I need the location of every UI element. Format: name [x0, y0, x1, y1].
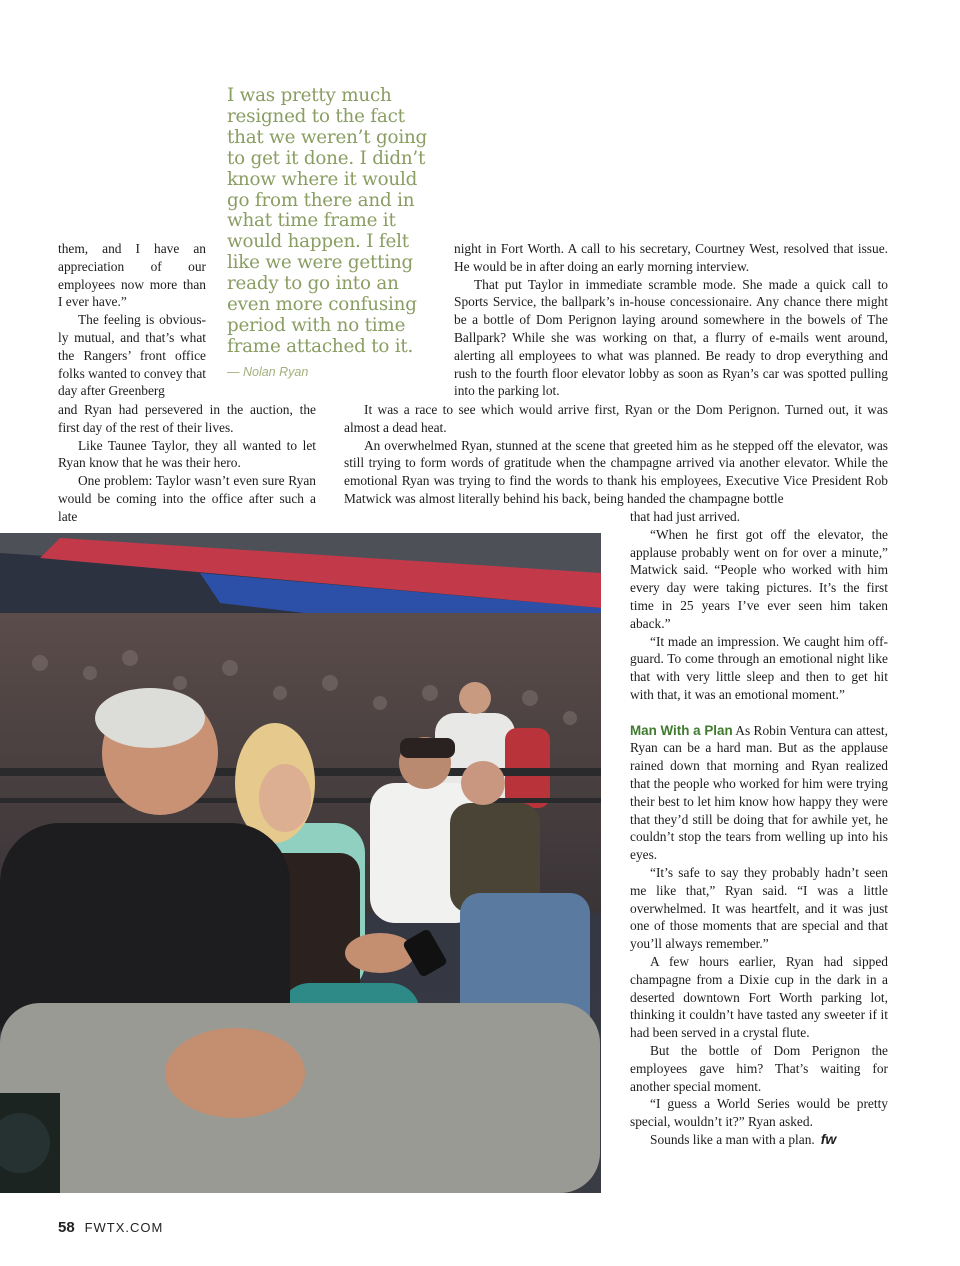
paragraph: The feeling is obvious-ly mutual, and that’s what the Rangers’ front office folks wanted to convey that day after Greenberg — [58, 312, 207, 399]
section-break — [630, 704, 888, 722]
paragraph: A few hours earlier, Ryan had sipped champagne from a Dixie cup in the dark in a deserted downtown Fort Worth parking lot, thinking it couldn’t have tasted any sweeter if it had been served in a crystal flute. — [630, 953, 888, 1041]
paragraph: that had just arrived. — [630, 509, 741, 524]
page-footer — [58, 1219, 163, 1236]
pull-quote — [227, 86, 439, 383]
paragraph: Like Taunee Taylor, they all wanted to let Ryan know that he was their hero. — [58, 437, 316, 471]
wide-column — [344, 401, 888, 508]
pull-quote-text: I was pretty much resigned to the fact that we weren’t going to get it done. I didn’t know where it would go from there and in what time frame it would happen. I felt like we were getting ready to go into an even more confusing period with no time frame attached to it. — [227, 85, 428, 357]
paragraph-text: Sounds like a man with a plan. — [650, 1131, 815, 1147]
paragraph: night in Fort Worth. A call to his secretary, Courtney West, resolved that issue. He would be in after doing an early morning interview. — [454, 241, 888, 274]
page-number: 58 — [58, 1219, 75, 1236]
paragraph: It was a race to see which would arrive first, Ryan or the Dom Perignon. Turned out, it was almost a dead heat. — [344, 402, 888, 435]
paragraph: “It made an impression. We caught him off-guard. To come through an emotional night like that with very little sleep and then to get hit with that, it was an emotional moment.” — [630, 633, 888, 702]
paragraph — [630, 1131, 888, 1149]
site-name: FWTX.COM — [84, 1220, 164, 1235]
pull-quote-attribution: — Nolan Ryan — [227, 364, 309, 379]
left-column-top — [58, 240, 206, 400]
paragraph: An overwhelmed Ryan, stunned at the scene that greeted him as he stepped off the elevator, was still trying to form words of gratitude when the champagne arrived via another elevator. While the emotional Ryan was trying to find the words to thank his employees, Executive Vice President Rob Matwick was almost literally behind his back, being handed the champagne bottle — [344, 437, 888, 506]
paragraph: That put Taylor in immediate scramble mode. She made a quick call to Sports Service, the ballpark’s in-house concessionaire. Any chance there might be a bottle of Dom Perignon laying around somewhere in the bowels of The Ballpark? While she was working on that, a flurry of e-mails went around, alerting all employees to what was planned. Be ready to drop everything and rush to the fourth floor elevator lobby as soon as Ryan’s car was spotted pulling into the parking lot. — [454, 276, 888, 399]
stadium-crowd-photo — [0, 533, 601, 1193]
paragraph: “It’s safe to say they probably hadn’t seen me like that,” Ryan said. “I was a little overwhelmed. It was heartfelt, and it was just one of those moments that are special and that you’ll always remember.” — [630, 864, 888, 952]
end-mark: fw — [820, 1130, 837, 1147]
right-column-bottom — [630, 508, 888, 1149]
right-column-top — [454, 240, 888, 400]
subhead: Man With a Plan — [630, 722, 733, 738]
left-column-bottom — [58, 401, 316, 526]
paragraph: “When he first got off the elevator, the applause probably went on for over a minute,” Matwick said. “People who worked with him every day were taking pictures. It’s the first time in 25 years I’ve ever seen him taken aback.” — [630, 526, 888, 631]
paragraph: them, and I have an appreciation of our employees now more than I ever have.” — [58, 241, 206, 310]
paragraph-text: As Robin Ventura can attest, Ryan can be a hard man. But as the applause rained down that morning and Ryan realized that the people who worked for him were trying their best to let him know how happy they were that they’d still be doing that for awhile yet, he couldn’t stop the tears from welling up into his eyes. — [630, 722, 888, 863]
paragraph: One problem: Taylor wasn’t even sure Ryan would be coming into the office after such a late — [58, 473, 316, 524]
paragraph: and Ryan had persevered in the auction, the first day of the rest of their lives. — [58, 402, 316, 435]
paragraph — [630, 722, 888, 864]
paragraph: But the bottle of Dom Perignon the employees gave him? That’s waiting for another special moment. — [630, 1042, 888, 1094]
paragraph: “I guess a World Series would be pretty special, wouldn’t it?” Ryan asked. — [630, 1096, 888, 1130]
